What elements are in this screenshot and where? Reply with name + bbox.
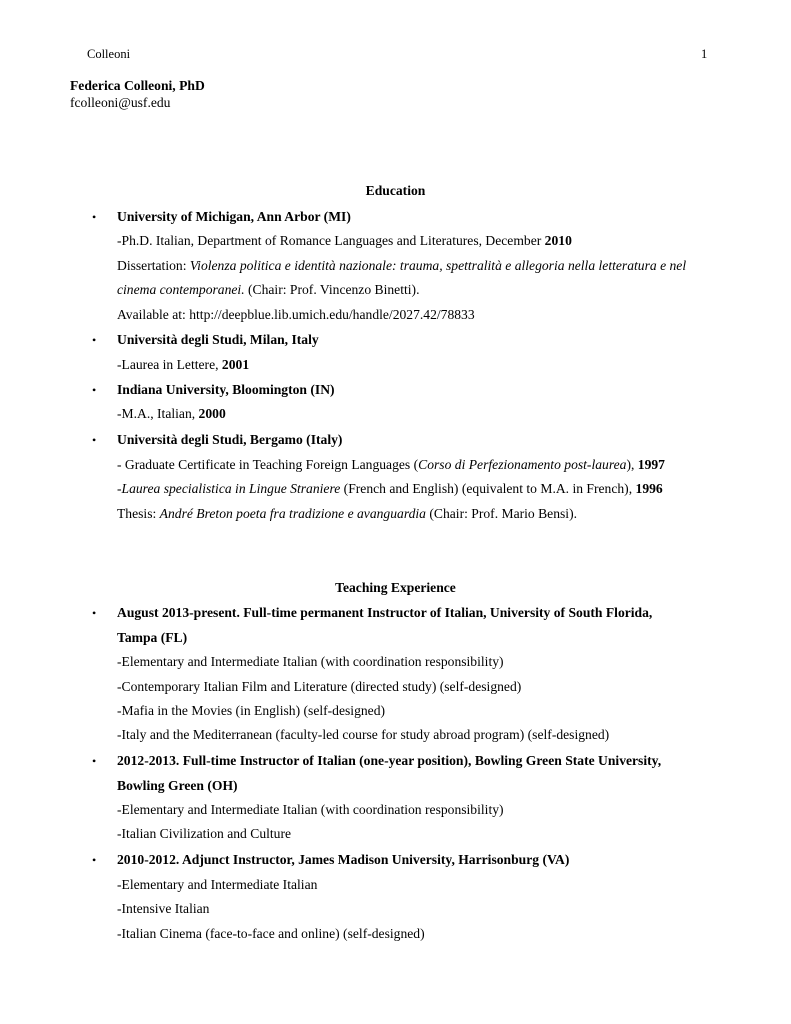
education-umich-available: Available at: http://deepblue.lib.umich.edu/handle/2027.42/78833 [117,307,475,322]
bullet-icon: • [92,606,97,620]
course-item: -Elementary and Intermediate Italian (with coordination responsibility) [117,802,504,817]
page-number: 1 [701,47,708,61]
bullet-icon: • [92,853,97,867]
education-umich-heading: University of Michigan, Ann Arbor (MI) [117,209,351,224]
teaching-jmu-heading: 2010-2012. Adjunct Instructor, James Madison University, Harrisonburg (VA) [117,852,570,867]
course-item: -Mafia in the Movies (in English) (self-designed) [117,703,386,718]
course-item: -Elementary and Intermediate Italian (with coordination responsibility) [117,654,504,669]
author-name: Federica Colleoni, PhD [70,78,205,93]
teaching-bgsu-heading: 2012-2013. Full-time Instructor of Italian (one-year position), Bowling Green State University, [117,753,662,768]
bullet-icon: • [92,210,97,224]
education-umich-dissertation: Dissertation: Violenza politica e identità nazionale: trauma, spettralità e allegoria nella letteratura e nel [117,258,687,273]
teaching-heading: Teaching Experience [335,580,456,595]
teaching-usf-heading: August 2013-present. Full-time permanent Instructor of Italian, University of South Florida, [117,605,653,620]
course-item: -Italian Cinema (face-to-face and online) (self-designed) [117,926,425,941]
education-bergamo-laurea: -Laurea specialistica in Lingue Straniere (French and English) (equivalent to M.A. in French), 1996 [117,481,663,496]
teaching-bgsu-heading-cont: Bowling Green (OH) [117,778,238,793]
education-indiana-heading: Indiana University, Bloomington (IN) [117,382,335,397]
teaching-usf-heading-cont: Tampa (FL) [117,630,188,645]
education-indiana-degree: -M.A., Italian, 2000 [117,406,226,421]
education-milan-degree: -Laurea in Lettere, 2001 [117,357,250,372]
author-email: fcolleoni@usf.edu [70,95,171,110]
course-item: -Intensive Italian [117,901,210,916]
course-item: -Italy and the Mediterranean (faculty-led course for study abroad program) (self-designed) [117,727,610,742]
bullet-icon: • [92,433,97,447]
education-bergamo-heading: Università degli Studi, Bergamo (Italy) [117,432,343,447]
bullet-icon: • [92,333,97,347]
education-umich-degree: -Ph.D. Italian, Department of Romance Languages and Literatures, December 2010 [117,233,572,248]
education-bergamo-certificate: - Graduate Certificate in Teaching Foreign Languages (Corso di Perfezionamento post-laurea), 1997 [117,457,665,472]
bullet-icon: • [92,383,97,397]
course-item: -Italian Civilization and Culture [117,826,292,841]
education-umich-dissertation-cont: cinema contemporanei. (Chair: Prof. Vincenzo Binetti). [117,282,420,297]
education-heading: Education [365,183,426,198]
education-bergamo-thesis: Thesis: André Breton poeta fra tradizione e avanguardia (Chair: Prof. Mario Bensi). [117,506,578,521]
course-item: -Elementary and Intermediate Italian [117,877,318,892]
bullet-icon: • [92,754,97,768]
running-header-name: Colleoni [87,47,131,61]
education-milan-heading: Università degli Studi, Milan, Italy [117,332,319,347]
course-item: -Contemporary Italian Film and Literature (directed study) (self-designed) [117,679,522,694]
